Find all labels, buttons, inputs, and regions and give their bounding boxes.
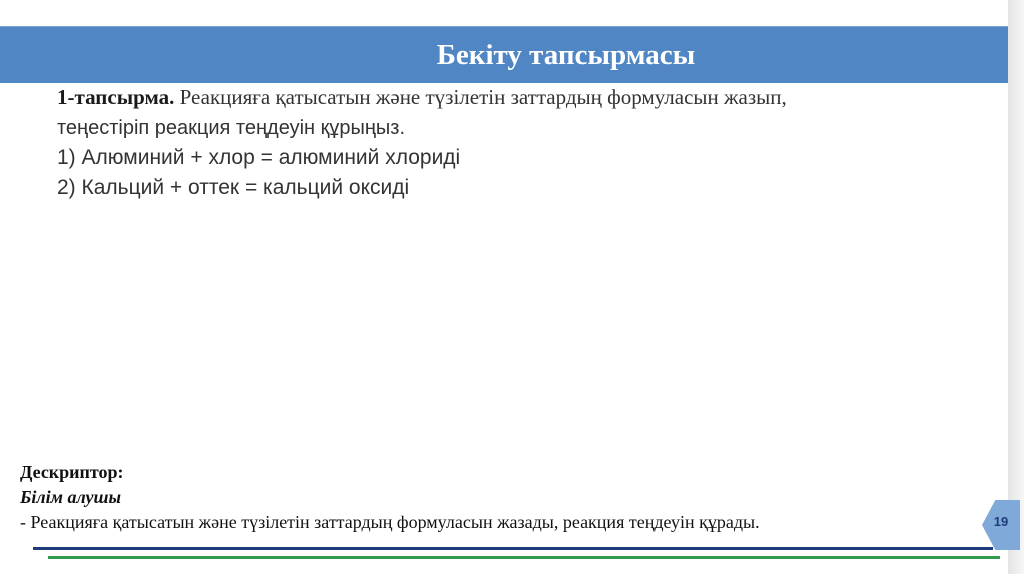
descriptor-text: - Реакцияға қатысатын және түзілетін заттардың формуласын жазады, реакция теңдеуін құрады. <box>20 512 760 532</box>
task-text-line2: теңестіріп реакция теңдеуін құрыңыз. <box>57 117 406 139</box>
task-block <box>57 82 997 203</box>
edge-shadow <box>1008 0 1024 574</box>
task-label: 1-тапсырма. <box>57 85 175 109</box>
slide-title: Бекіту тапсырмасы <box>436 39 696 71</box>
task-text-line1: Реакцияға қатысатын және түзілетін заттардың формуласын жазып, <box>174 85 787 109</box>
equation-1: 1) Алюминий + хлор = алюминий хлориді <box>57 146 461 169</box>
descriptor-subtitle: Білім алушы <box>20 487 121 507</box>
footer-rule-green <box>48 556 1000 559</box>
header-bar <box>0 26 1008 83</box>
equation-2: 2) Кальций + оттек = кальций оксиді <box>57 176 410 199</box>
footer-rule-blue <box>33 547 993 550</box>
descriptor-title: Дескриптор: <box>20 462 124 482</box>
descriptor-block <box>20 460 1000 535</box>
page-number: 19 <box>993 514 1009 529</box>
